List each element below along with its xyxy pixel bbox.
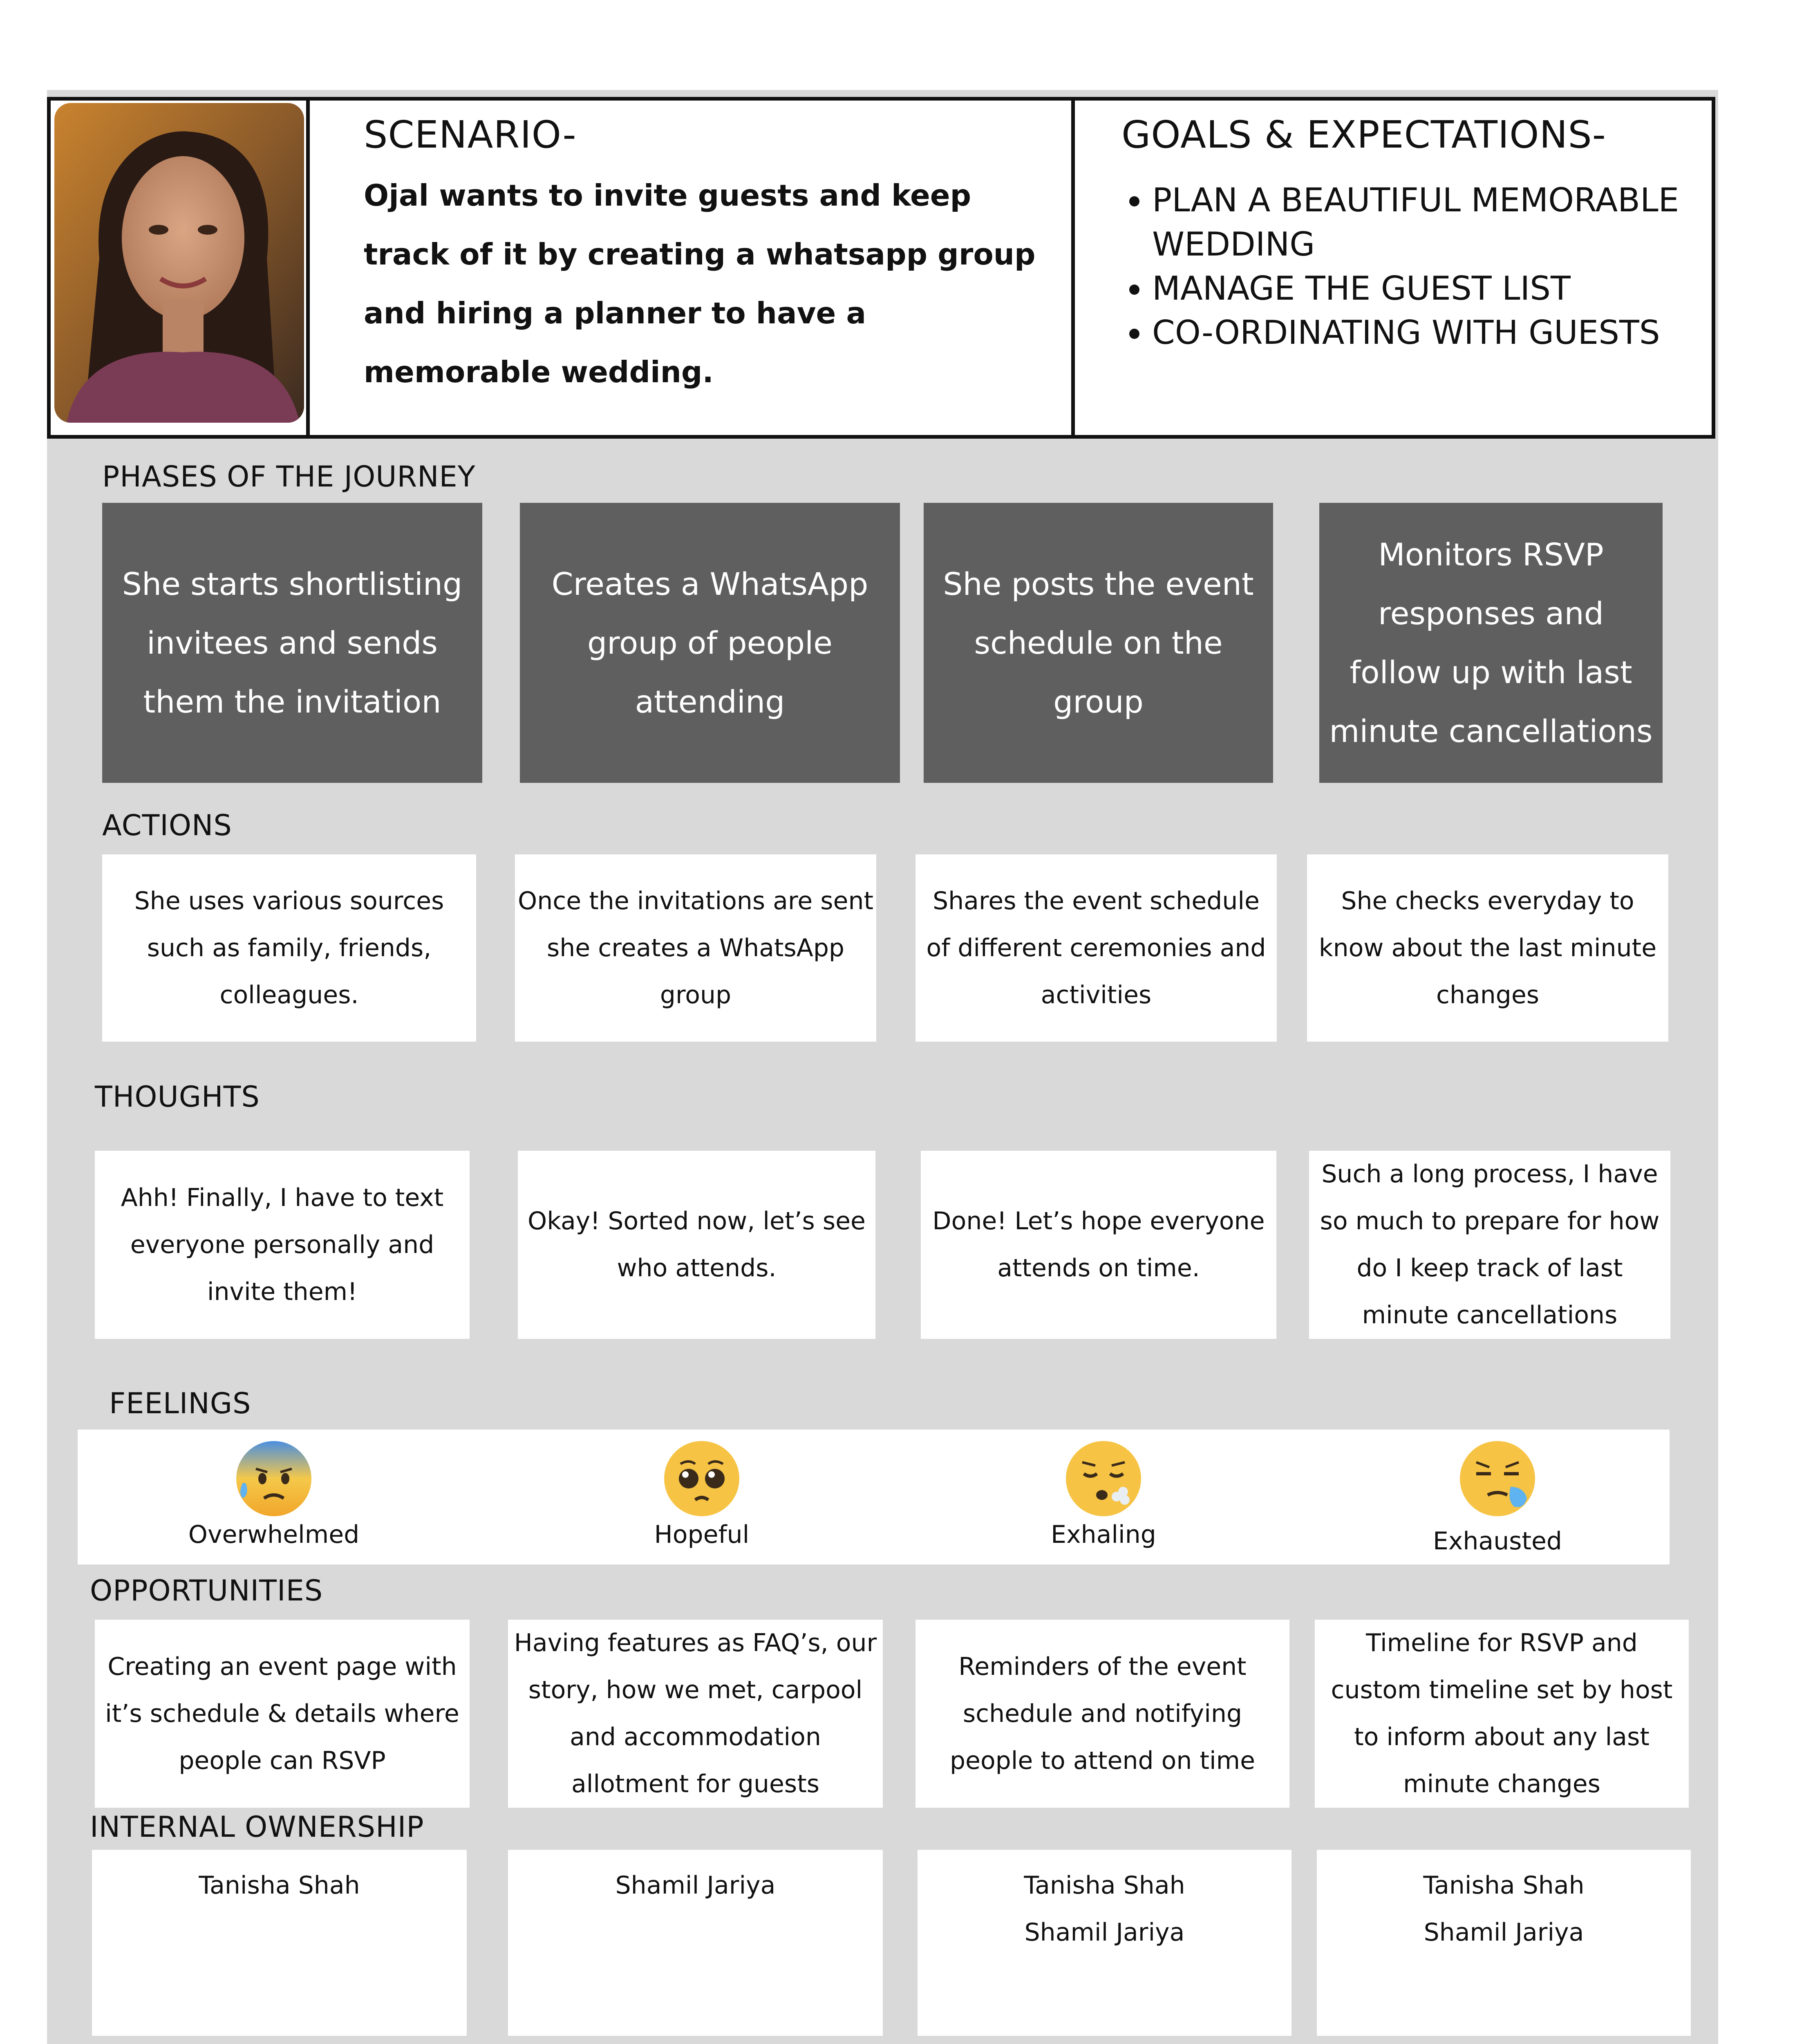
action-text: She checks everyday to know about the last minute changes: [1318, 886, 1657, 1009]
phase-box: [102, 503, 482, 783]
action-card: [102, 854, 476, 1042]
action-card: [1307, 854, 1668, 1042]
thought-card: [921, 1151, 1276, 1339]
feeling-item: [559, 1438, 845, 1549]
opportunity-card: [95, 1620, 470, 1808]
owner-name: Shamil Jariya: [615, 1871, 776, 1900]
goal-item: • MANAGE THE GUEST LIST: [1152, 267, 1732, 311]
thought-text: Ahh! Finally, I have to text everyone personally and invite them!: [121, 1183, 444, 1306]
opportunity-text: Creating an event page with it’s schedule & details where people can RSVP: [105, 1652, 459, 1775]
owner-name: Tanisha Shah Shamil Jariya: [1024, 1871, 1185, 1947]
goals-list: [1113, 178, 1732, 355]
exhaling-face-icon: [1063, 1438, 1144, 1520]
feeling-label: Overwhelmed: [188, 1520, 360, 1549]
persona-photo: [54, 103, 304, 423]
scenario-title: SCENARIO-: [364, 113, 577, 157]
feeling-item: [131, 1438, 417, 1549]
phase-text: She starts shortlisting invitees and sends them the invitation: [122, 565, 463, 720]
sleepy-face-icon: [1457, 1438, 1538, 1520]
feeling-item: [960, 1438, 1247, 1549]
persona-header: [47, 97, 1715, 439]
feelings-label: FEELINGS: [109, 1387, 251, 1420]
phase-box: [924, 503, 1273, 783]
ownership-label: INTERNAL OWNERSHIP: [90, 1810, 424, 1844]
phase-box: [520, 503, 900, 783]
action-card: [515, 854, 876, 1042]
phases-label: PHASES OF THE JOURNEY: [102, 460, 476, 493]
persona-portrait-image: [54, 103, 304, 423]
owner-name: Tanisha Shah: [199, 1871, 360, 1900]
action-text: Shares the event schedule of different ceremonies and activities: [926, 886, 1266, 1009]
pleading-face-icon: [661, 1438, 743, 1520]
scenario-text: Ojal wants to invite guests and keep track of it by creating a whatsapp group and hiring a planner to have a memorable wedding.: [364, 178, 1036, 389]
goal-item: • PLAN A BEAUTIFUL MEMORABLE WEDDING: [1152, 178, 1732, 267]
opportunity-card: [508, 1620, 883, 1808]
goal-item: • CO-ORDINATING WITH GUESTS: [1152, 311, 1732, 355]
feeling-item: [1354, 1438, 1641, 1555]
action-text: Once the invitations are sent she creates a WhatsApp group: [517, 886, 874, 1009]
action-text: She uses various sources such as family, friends, colleagues.: [134, 886, 444, 1009]
thought-text: Done! Let’s hope everyone attends on time.: [932, 1207, 1265, 1282]
feeling-label: Exhausted: [1432, 1527, 1562, 1555]
opportunity-text: Timeline for RSVP and custom timeline set by host to inform about any last minute changes: [1331, 1629, 1673, 1798]
phase-text: Monitors RSVP responses and follow up with last minute cancellations: [1329, 536, 1653, 749]
phase-text: Creates a WhatsApp group of people attending: [551, 565, 868, 720]
thought-card: [95, 1151, 470, 1339]
phase-text: She posts the event schedule on the group: [943, 565, 1254, 720]
thoughts-label: THOUGHTS: [95, 1080, 260, 1114]
thought-card: [1309, 1151, 1670, 1339]
thought-text: Okay! Sorted now, let’s see who attends.: [528, 1207, 866, 1282]
opportunity-text: Reminders of the event schedule and notifying people to attend on time: [949, 1652, 1256, 1775]
ownership-card: [92, 1850, 467, 2036]
owner-name: Tanisha Shah Shamil Jariya: [1423, 1871, 1585, 1947]
opportunity-card: [1315, 1620, 1689, 1808]
actions-label: ACTIONS: [102, 809, 232, 842]
thought-card: [518, 1151, 875, 1339]
feeling-label: Hopeful: [654, 1520, 750, 1549]
header-divider: [1071, 101, 1075, 435]
anxious-sweat-face-icon: [233, 1438, 315, 1520]
header-divider: [306, 101, 310, 435]
opportunity-text: Having features as FAQ’s, our story, how we met, carpool and accommodation allotment for guests: [514, 1629, 877, 1798]
ownership-card: [918, 1850, 1291, 2036]
phase-box: [1319, 503, 1663, 783]
opportunity-card: [915, 1620, 1289, 1808]
ownership-card: [1317, 1850, 1691, 2036]
opportunities-label: OPPORTUNITIES: [90, 1574, 323, 1607]
feelings-strip: [78, 1430, 1670, 1564]
feeling-label: Exhaling: [1051, 1520, 1156, 1549]
action-card: [915, 854, 1277, 1042]
thought-text: Such a long process, I have so much to prepare for how do I keep track of last minute cancellations: [1320, 1160, 1660, 1329]
goals-title: GOALS & EXPECTATIONS-: [1121, 113, 1606, 157]
ownership-card: [508, 1850, 883, 2036]
